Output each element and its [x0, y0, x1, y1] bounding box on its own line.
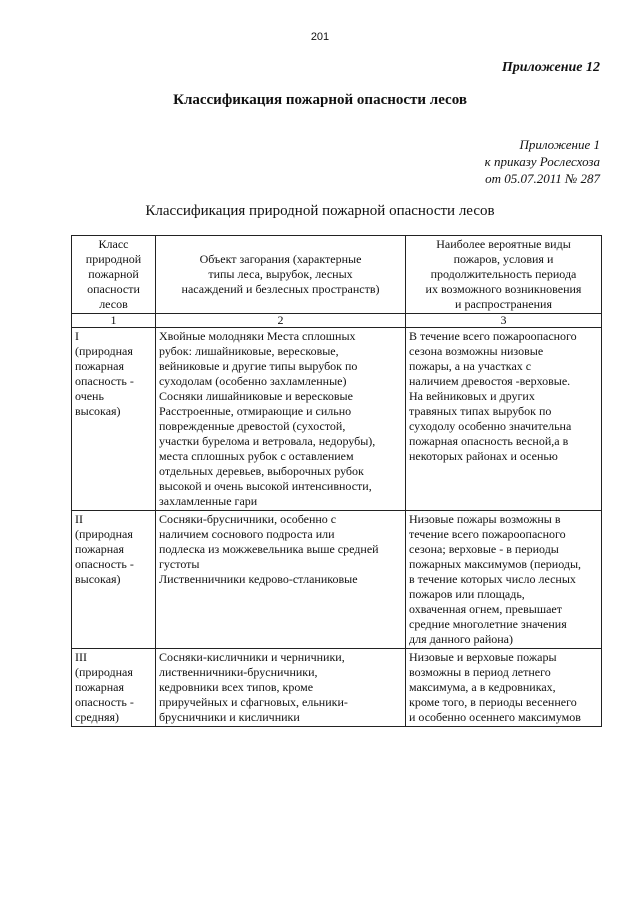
cell-line: На вейниковых и других: [409, 389, 535, 403]
cell-line: лиственничники-брусничники,: [159, 665, 318, 679]
fires-cell: [406, 328, 602, 511]
cell-line: брусничники и кисличники: [159, 710, 300, 724]
annex-line: Приложение 1: [519, 137, 600, 152]
cell-line: II: [75, 512, 83, 526]
cell-line: высокой и очень высокой интенсивности,: [159, 479, 372, 493]
cell-line: суходолу особенно значительна: [409, 419, 572, 433]
fires-cell: [406, 649, 602, 727]
table-header-row: [72, 236, 602, 314]
cell-line: Объект загорания (характерные: [199, 252, 362, 266]
cell-line: средние многолетние значения: [409, 617, 567, 631]
cell-line: кроме того, в периоды весеннего: [409, 695, 577, 709]
table-title: Классификация природной пожарной опасности лесов: [145, 203, 495, 219]
cell-line: опасность -: [75, 695, 134, 709]
cell-line: и распространения: [455, 297, 552, 311]
cell-line: рубок: лишайниковые, вересковые,: [159, 344, 339, 358]
cell-line: захламленные гари: [159, 494, 258, 508]
cell-line: сезона; верховые - в периоды: [409, 542, 559, 556]
cell-line: Сосняки лишайниковые и вересковые: [159, 389, 353, 403]
cell-line: Сосняки-брусничники, особенно с: [159, 512, 337, 526]
column-number: 3: [406, 314, 602, 328]
cell-line: опасность -: [75, 557, 134, 571]
cell-line: суходолам (особенно захламленные): [159, 374, 347, 388]
class-cell: [72, 511, 156, 649]
cell-line: Низовые пожары возможны в: [409, 512, 561, 526]
cell-line: пожарная опасность весной,а в: [409, 434, 569, 448]
page-number: 201: [310, 31, 330, 43]
cell-line: Хвойные молодняки Места сплошных: [159, 329, 356, 343]
cell-line: высокая): [75, 572, 121, 586]
cell-line: возможны в период летнего: [409, 665, 551, 679]
header-cell: [406, 236, 602, 314]
cell-line: III: [75, 650, 87, 664]
column-number-row: [72, 314, 602, 328]
class-cell: [72, 649, 156, 727]
object-cell: [156, 511, 406, 649]
cell-line: природной: [85, 252, 142, 266]
header-cell: [156, 236, 406, 314]
cell-line: вейниковые и другие типы вырубок по: [159, 359, 358, 373]
cell-line: очень: [75, 389, 104, 403]
appendix-label: Приложение 12: [501, 60, 600, 75]
column-number: 1: [72, 314, 156, 328]
annex-line: от 05.07.2011 № 287: [485, 171, 600, 186]
cell-line: пожарных максимумов (периоды,: [409, 557, 582, 571]
cell-line: (природная: [75, 527, 133, 541]
cell-line: участки бурелома и ветровала, недорубы),: [159, 434, 376, 448]
cell-line: Расстроенные, отмирающие и сильно: [159, 404, 352, 418]
table-row: [72, 511, 602, 649]
fires-cell: [406, 511, 602, 649]
cell-line: (природная: [75, 665, 133, 679]
cell-line: пожары, а на участках с: [409, 359, 532, 373]
cell-line: поврежденные древостой (сухостой,: [159, 419, 346, 433]
table-row: [72, 649, 602, 727]
cell-line: Класс: [98, 237, 129, 251]
cell-line: подлеска из можжевельника выше средней: [159, 542, 379, 556]
cell-line: Наиболее вероятные виды: [436, 237, 571, 251]
cell-line: в течение которых число лесных: [409, 572, 576, 586]
cell-line: приручейных и сфагновых, ельники-: [159, 695, 348, 709]
cell-line: для данного района): [409, 632, 514, 646]
cell-line: опасности: [87, 282, 140, 296]
cell-line: типы леса, вырубок, лесных: [208, 267, 353, 281]
object-cell: [156, 328, 406, 511]
cell-line: сезона возможны низовые: [409, 344, 544, 358]
cell-line: Низовые и верховые пожары: [409, 650, 557, 664]
cell-line: продолжительность периода: [430, 267, 577, 281]
cell-line: густоты: [159, 557, 200, 571]
cell-line: кедровники всех типов, кроме: [159, 680, 314, 694]
cell-line: наличием соснового подроста или: [159, 527, 335, 541]
cell-line: максимума, а в кедровниках,: [409, 680, 556, 694]
cell-line: охваченная огнем, превышает: [409, 602, 562, 616]
cell-line: пожарная: [75, 359, 125, 373]
cell-line: пожарной: [88, 267, 139, 281]
cell-line: высокая): [75, 404, 121, 418]
cell-line: Лиственничники кедрово-стланиковые: [159, 572, 358, 586]
cell-line: наличием древостоя -верховые.: [409, 374, 571, 388]
annex-reference: [485, 136, 600, 187]
cell-line: пожарная: [75, 680, 125, 694]
cell-line: отдельных деревьев, выборочных рубок: [159, 464, 364, 478]
header-cell: [72, 236, 156, 314]
cell-line: пожаров, условия и: [453, 252, 554, 266]
cell-line: I: [75, 329, 79, 343]
cell-line: (природная: [75, 344, 133, 358]
cell-line: их возможного возникновения: [425, 282, 582, 296]
cell-line: насаждений и безлесных пространств): [181, 282, 380, 296]
object-cell: [156, 649, 406, 727]
document-title: Классификация пожарной опасности лесов: [173, 92, 467, 108]
cell-line: и особенно осеннего максимумов: [409, 710, 581, 724]
cell-line: пожарная: [75, 542, 125, 556]
fire-hazard-classification-table: [71, 235, 602, 727]
cell-line: места сплошных рубок с оставлением: [159, 449, 354, 463]
cell-line: опасность -: [75, 374, 134, 388]
column-number: 2: [156, 314, 406, 328]
table-row: [72, 328, 602, 511]
cell-line: некоторых районах и осенью: [409, 449, 558, 463]
cell-line: В течение всего пожароопасного: [409, 329, 577, 343]
annex-line: к приказу Рослесхоза: [484, 154, 600, 169]
cell-line: лесов: [99, 297, 128, 311]
cell-line: средняя): [75, 710, 120, 724]
cell-line: Сосняки-кисличники и черничники,: [159, 650, 345, 664]
class-cell: [72, 328, 156, 511]
cell-line: пожаров или площадь,: [409, 587, 525, 601]
cell-line: течение всего пожароопасного: [409, 527, 566, 541]
cell-line: травяных типах вырубок по: [409, 404, 552, 418]
